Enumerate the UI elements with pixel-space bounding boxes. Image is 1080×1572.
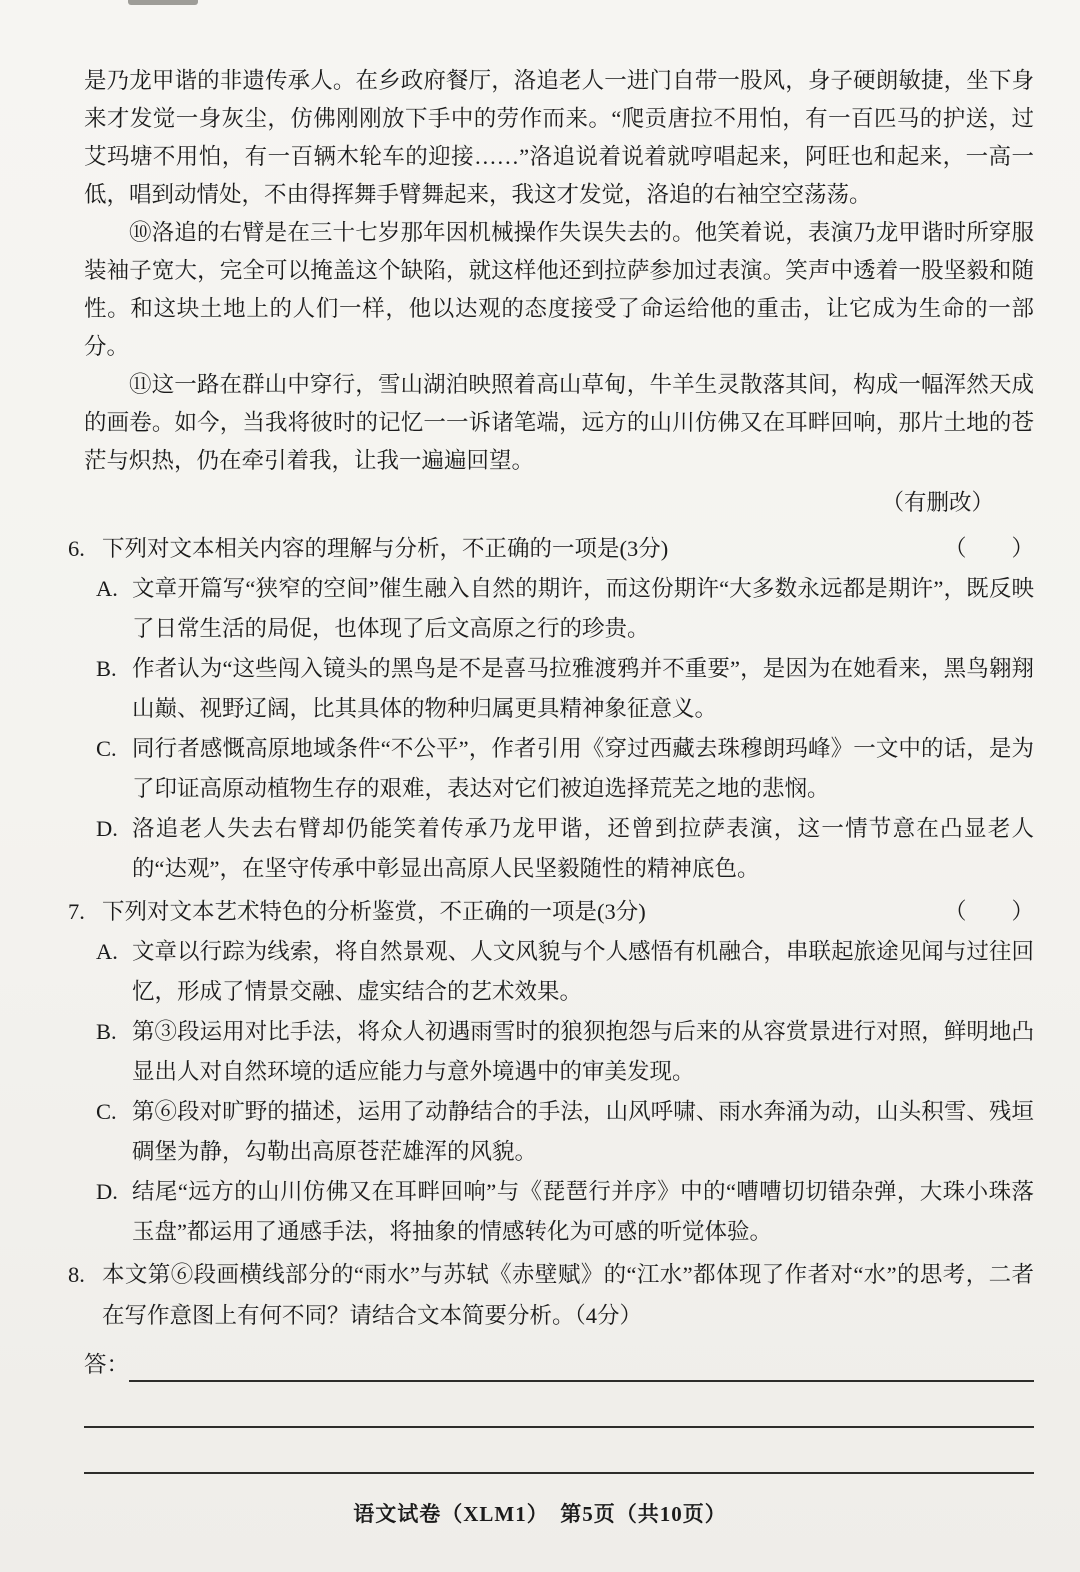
answer-row-2 [84, 1382, 1034, 1428]
question-7 [68, 891, 1034, 1252]
question-stem: 下列对文本艺术特色的分析鉴赏，不正确的一项是(3分) [102, 899, 646, 924]
option-label: B. [96, 1019, 117, 1044]
answer-bracket: （ ） [943, 899, 1034, 924]
option-b [96, 649, 1034, 729]
question-6-options [84, 569, 1034, 889]
answer-blank-line[interactable] [84, 1440, 1034, 1474]
question-6 [68, 528, 1034, 889]
option-text: 文章开篇写“狭窄的空间”催生融入自然的期许，而这份期许“大多数永远都是期许”，既反映了日常生活的局促，也体现了后文高原之行的珍贵。 [132, 576, 1034, 641]
question-8 [68, 1254, 1034, 1336]
answer-label: 答： [84, 1352, 130, 1377]
passage-paragraph-continuation: 是乃龙甲谐的非遗传承人。在乡政府餐厅，洛追老人一进门自带一股风，身子硬朗敏捷，坐下身来才发觉一身灰尘，仿佛刚刚放下手中的劳作而来。“爬贡唐拉不用怕，有一百匹马的护送，过艾玛塘不用怕，有一百辆木轮车的迎接……”洛追说着说着就哼唱起来，阿旺也和起来，一高一低，唱到动情处，不由得挥舞手臂舞起来，我这才发觉，洛追的右袖空空荡荡。 [84, 68, 1034, 207]
option-text: 洛追老人失去右臂却仍能笑着传承乃龙甲谐，还曾到拉萨表演，这一情节意在凸显老人的“达观”，在坚守传承中彰显出高原人民坚毅随性的精神底色。 [132, 816, 1034, 881]
question-stem: 下列对文本相关内容的理解与分析，不正确的一项是(3分) [102, 536, 669, 561]
passage-attribution: （有删改） [881, 490, 994, 515]
option-label: D. [96, 816, 118, 841]
passage-paragraph-10: ⑩洛追的右臂是在三十七岁那年因机械操作失误失去的。他笑着说，表演乃龙甲谐时所穿服装袖子宽大，完全可以掩盖这个缺陷，就这样他还到拉萨参加过表演。笑声中透着一股坚毅和随性。和这块土地上的人们一样，他以达观的态度接受了命运给他的重击，让它成为生命的一部分。 [84, 220, 1034, 359]
question-6-stem-row [68, 528, 1034, 569]
scan-artifact [128, 0, 198, 5]
question-7-stem-row [68, 891, 1034, 932]
answer-blank-line[interactable] [84, 1394, 1034, 1428]
option-text: 作者认为“这些闯入镜头的黑鸟是不是喜马拉雅渡鸦并不重要”，是因为在她看来，黑鸟翱翔山巅、视野辽阔，比其具体的物种归属更具精神象征意义。 [132, 656, 1034, 721]
option-c [96, 1092, 1034, 1172]
question-number: 6. [68, 536, 85, 561]
question-number: 8. [68, 1262, 85, 1287]
option-text: 结尾“远方的山川仿佛又在耳畔回响”与《琵琶行并序》中的“嘈嘈切切错杂弹，大珠小珠落玉盘”都运用了通感手法，将抽象的情感转化为可感的听觉体验。 [132, 1179, 1034, 1244]
answer-bracket: （ ） [943, 536, 1034, 561]
option-text: 第③段运用对比手法，将众人初遇雨雪时的狼狈抱怨与后来的从容赏景进行对照，鲜明地凸显出人对自然环境的适应能力与意外境遇中的审美发现。 [132, 1019, 1034, 1084]
option-d [96, 1172, 1034, 1252]
answer-row-3 [84, 1428, 1034, 1474]
option-label: C. [96, 1099, 117, 1124]
option-label: C. [96, 736, 117, 761]
option-a [96, 569, 1034, 649]
option-label: A. [96, 576, 118, 601]
passage-paragraph-11: ⑪这一路在群山中穿行，雪山湖泊映照着高山草甸，牛羊生灵散落其间，构成一幅浑然天成的画卷。如今，当我将彼时的记忆一一诉诸笔端，远方的山川仿佛又在耳畔回响，那片土地的苍茫与炽热，仍在牵引着我，让我一遍遍回望。 [84, 372, 1034, 473]
option-b [96, 1012, 1034, 1092]
question-number: 7. [68, 899, 85, 924]
page-footer: 语文试卷（XLM1） 第5页（共10页） [353, 1502, 727, 1526]
reading-passage [84, 62, 1034, 480]
option-label: D. [96, 1179, 118, 1204]
option-label: B. [96, 656, 117, 681]
answer-blank-line[interactable] [129, 1348, 1034, 1382]
option-c [96, 729, 1034, 809]
option-d [96, 809, 1034, 889]
question-8-stem-row [68, 1254, 1034, 1336]
question-7-options [84, 932, 1034, 1252]
option-a [96, 932, 1034, 1012]
option-text: 文章以行踪为线索，将自然景观、人文风貌与个人感悟有机融合，串联起旅途见闻与过往回忆，形成了情景交融、虚实结合的艺术效果。 [132, 939, 1034, 1004]
answer-row-1 [84, 1336, 1034, 1382]
question-stem: 本文第⑥段画横线部分的“雨水”与苏轼《赤壁赋》的“江水”都体现了作者对“水”的思考，二者在写作意图上有何不同？请结合文本简要分析。（4分） [102, 1262, 1034, 1328]
option-text: 第⑥段对旷野的描述，运用了动静结合的手法，山风呼啸、雨水奔涌为动，山头积雪、残垣碉堡为静，勾勒出高原苍茫雄浑的风貌。 [132, 1099, 1034, 1164]
option-label: A. [96, 939, 118, 964]
option-text: 同行者感慨高原地域条件“不公平”，作者引用《穿过西藏去珠穆朗玛峰》一文中的话，是为了印证高原动植物生存的艰难，表达对它们被迫选择荒芜之地的悲悯。 [132, 736, 1034, 801]
